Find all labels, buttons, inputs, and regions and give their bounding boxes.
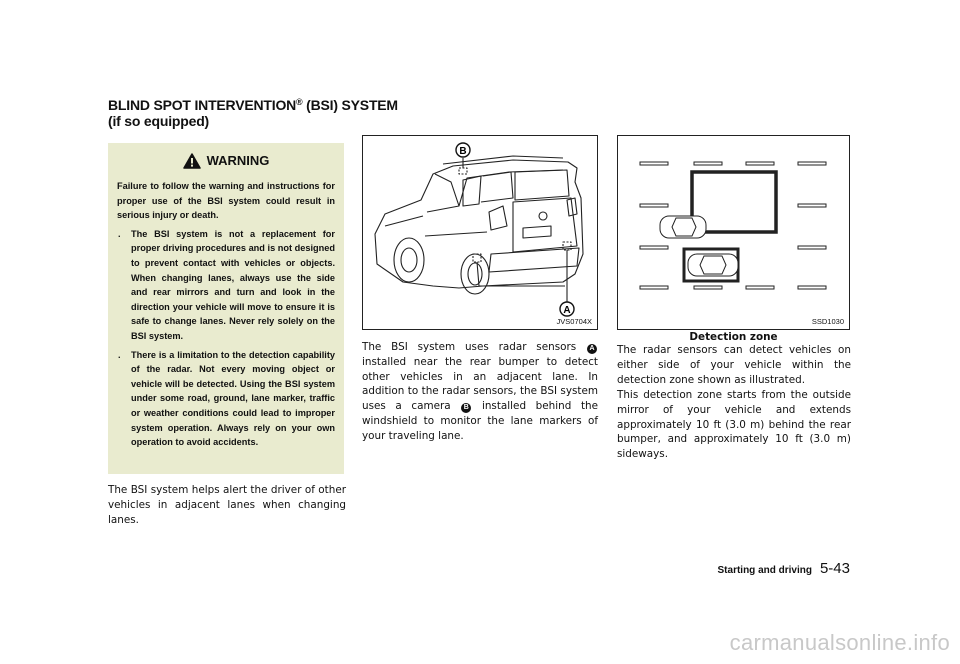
own-car [688,254,738,276]
heading-line-2: (if so equipped) [108,113,210,129]
registered-mark: ® [296,97,303,107]
warning-item [117,227,335,344]
figure-caption: Detection zone [689,331,778,343]
section-name: Starting and driving [717,565,812,576]
warning-item [117,348,335,450]
callout-b-inline: B [461,403,471,413]
intro-paragraph: The BSI system helps alert the driver of other vehicles in adjacent lanes when changing lanes. [108,484,346,526]
warning-item-text: The BSI system is not a replacement for proper driving procedures and is not designed to prevent contact with vehicles or objects. When changing lanes, always use the side and rear mirrors and turn and look in the direction your vehicle will move to ensure it is safe to change lanes. Never rely solely on the BSI system. [131,228,335,341]
radar-camera-paragraph [362,340,598,444]
zone-extent-paragraph: This detection zone starts from the outside mirror of your vehicle and extends approximately 10 ft (3.0 m) behind the rear bumper, and approximately 10 ft (3.0 m) sideways. [617,389,851,461]
warning-title: WARNING [206,152,270,168]
svg-text:B: B [459,146,467,157]
paragraph-text: installed near the rear bumper to detect other vehicles in an adjacent lane. In addition to the radar sensors, the BSI system uses a camera [362,355,598,413]
watermark: carmanualsonline.info [729,630,950,655]
paragraph-text: installed behind the windshield to monitor the lane markers of your traveling lane. [362,400,598,442]
detection-paragraph: The radar sensors can detect vehicles on either side of your vehicle within the detection zone shown as illustrated. [617,344,851,386]
figure-code: JVS0704X [556,317,592,326]
section-heading [108,97,408,129]
vehicle-sensor-figure [362,135,598,330]
bullet: . [118,228,121,239]
vehicle-illustration [363,136,597,329]
heading-line-1 [108,97,408,113]
bullet: . [118,349,121,360]
svg-text:A: A [563,305,571,316]
page-number: 5-43 [819,560,850,577]
warning-box [108,143,344,474]
callout-a [560,302,574,316]
figure-code: SSD1030 [811,317,844,326]
paragraph-text: The BSI system uses radar sensors [362,341,577,353]
page-footer [718,560,850,577]
heading-title-text: BLIND SPOT INTERVENTION [108,97,297,113]
adjacent-car [660,216,706,238]
heading-title-suffix: (BSI) SYSTEM [302,97,398,113]
warning-item-text: There is a limitation to the detection capability of the radar. Not every moving object or vehicle will be detected. Using the BSI system under some road, ground, lane marker, traffic or weather conditions could lead to improper system operation. Always rely on your own operation to avoid accidents. [131,349,335,448]
detection-zone-diagram [618,136,849,329]
callout-b [456,143,470,157]
warning-intro: Failure to follow the warning and instructions for proper use of the BSI system could result in serious injury or death. [117,181,335,221]
warning-title-row [117,153,335,169]
detection-zone-figure [617,135,850,330]
callout-a-inline: A [587,344,597,354]
warning-triangle-icon [183,153,201,169]
